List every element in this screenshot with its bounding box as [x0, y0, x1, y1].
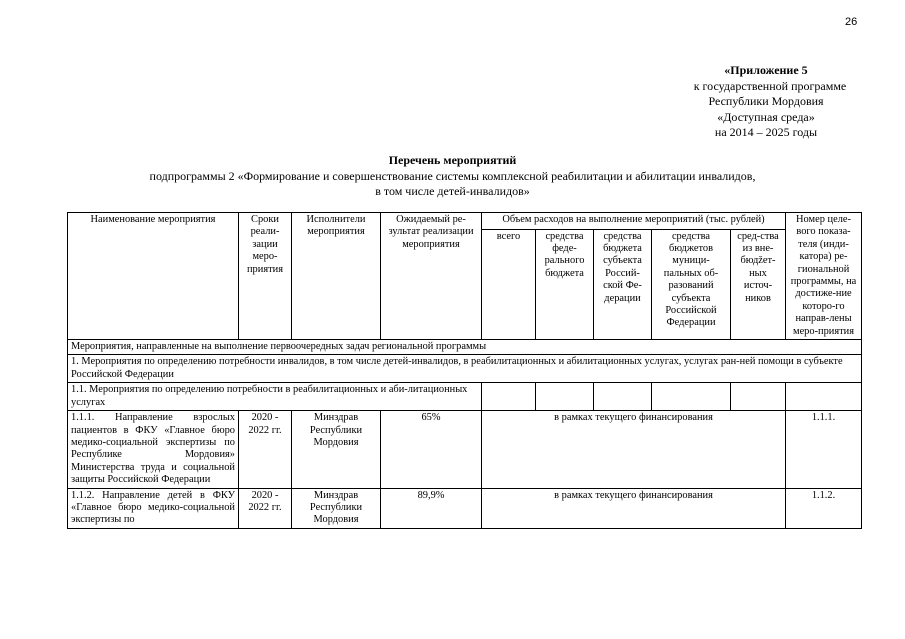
subgroup-row: [68, 383, 862, 411]
header-name: Наименование мероприятия: [68, 213, 239, 340]
table-row: [68, 488, 862, 528]
row-name: 1.1.2. Направление детей в ФКУ «Главное бюро медико-социальной экспертизы по: [68, 488, 239, 528]
empty-cell: [786, 383, 862, 411]
row-terms: 2020 - 2022 гг.: [239, 411, 292, 488]
row-terms: 2020 - 2022 гг.: [239, 488, 292, 528]
header-terms: Сроки реали-зации меро-приятия: [239, 213, 292, 340]
appendix-title: «Приложение 5: [724, 63, 808, 77]
page-number: 26: [845, 16, 858, 28]
header-expected: Ожидаемый ре-зультат реализации мероприятия: [381, 213, 482, 340]
empty-cell: [731, 383, 786, 411]
appendix-block: [629, 63, 859, 141]
header-subject: средства бюджета субъекта Россий-ской Фе-дерации: [594, 229, 652, 339]
table-row: [68, 411, 862, 488]
document-title: [0, 153, 905, 199]
row-funding: в рамках текущего финансирования: [482, 411, 786, 488]
measures-table: [67, 212, 862, 529]
sub11-heading: 1.1. Мероприятия по определению потребности в реабилитационных и аби-литационных услугах: [68, 383, 482, 411]
appendix-line-years: на 2014 – 2025 годы: [714, 125, 818, 139]
empty-cell: [536, 383, 594, 411]
header-municipal: средства бюджетов муници-пальных об-разований субъекта Российской Федерации: [652, 229, 731, 339]
appendix-line-name: «Доступная среда»: [717, 109, 815, 124]
header-executors: Исполнители мероприятия: [292, 213, 381, 340]
row-funding: в рамках текущего финансирования: [482, 488, 786, 528]
row-expected: 65%: [381, 411, 482, 488]
title-heading: Перечень мероприятий: [388, 153, 517, 167]
appendix-line-republic: Республики Мордовия: [708, 94, 824, 108]
title-subprogram: подпрограммы 2 «Формирование и совершенствование системы комплексной реабилитации и абилитации инвалидов,: [149, 169, 756, 183]
row-indicator: 1.1.2.: [786, 488, 862, 528]
title-subprogram-cont: в том числе детей-инвалидов»: [375, 184, 530, 198]
header-total: всего: [482, 229, 536, 339]
row-expected: 89,9%: [381, 488, 482, 528]
row-executors: Минздрав Республики Мордовия: [292, 488, 381, 528]
header-offbudget: сред-ства из вне-бюдžет-ных источ-ников: [731, 229, 786, 339]
appendix-line-program: к государственной программе: [693, 78, 847, 93]
section-heading: Мероприятия, направленные на выполнение первоочередных задач региональной программы: [68, 340, 862, 355]
section-row: [68, 340, 862, 355]
empty-cell: [594, 383, 652, 411]
header-row-1: [68, 213, 862, 230]
empty-cell: [482, 383, 536, 411]
header-expenses: Объем расходов на выполнение мероприятий (тыс. рублей): [482, 213, 786, 230]
group-row: [68, 355, 862, 383]
row-executors: Минздрав Республики Мордовия: [292, 411, 381, 488]
row-name: 1.1.1. Направление взрослых пациентов в ФКУ «Главное бюро медико-социальной экспертизы по Республике Мордовия» Министерства труда и социальной защиты Российской Федерации: [68, 411, 239, 488]
header-indicator: Номер целе-вого показа-теля (инди-катора) ре-гиональной программы, на достиже-ние которо-го направ-лены меро-приятия: [786, 213, 862, 340]
group1-heading: 1. Мероприятия по определению потребности инвалидов, в том числе детей-инвалидов, в реабилитационных и абилитационных услугах, услугах ран-ней помощи в субъекте Российской Федерации: [68, 355, 862, 383]
empty-cell: [652, 383, 731, 411]
row-indicator: 1.1.1.: [786, 411, 862, 488]
header-federal: средства феде-рального бюджета: [536, 229, 594, 339]
